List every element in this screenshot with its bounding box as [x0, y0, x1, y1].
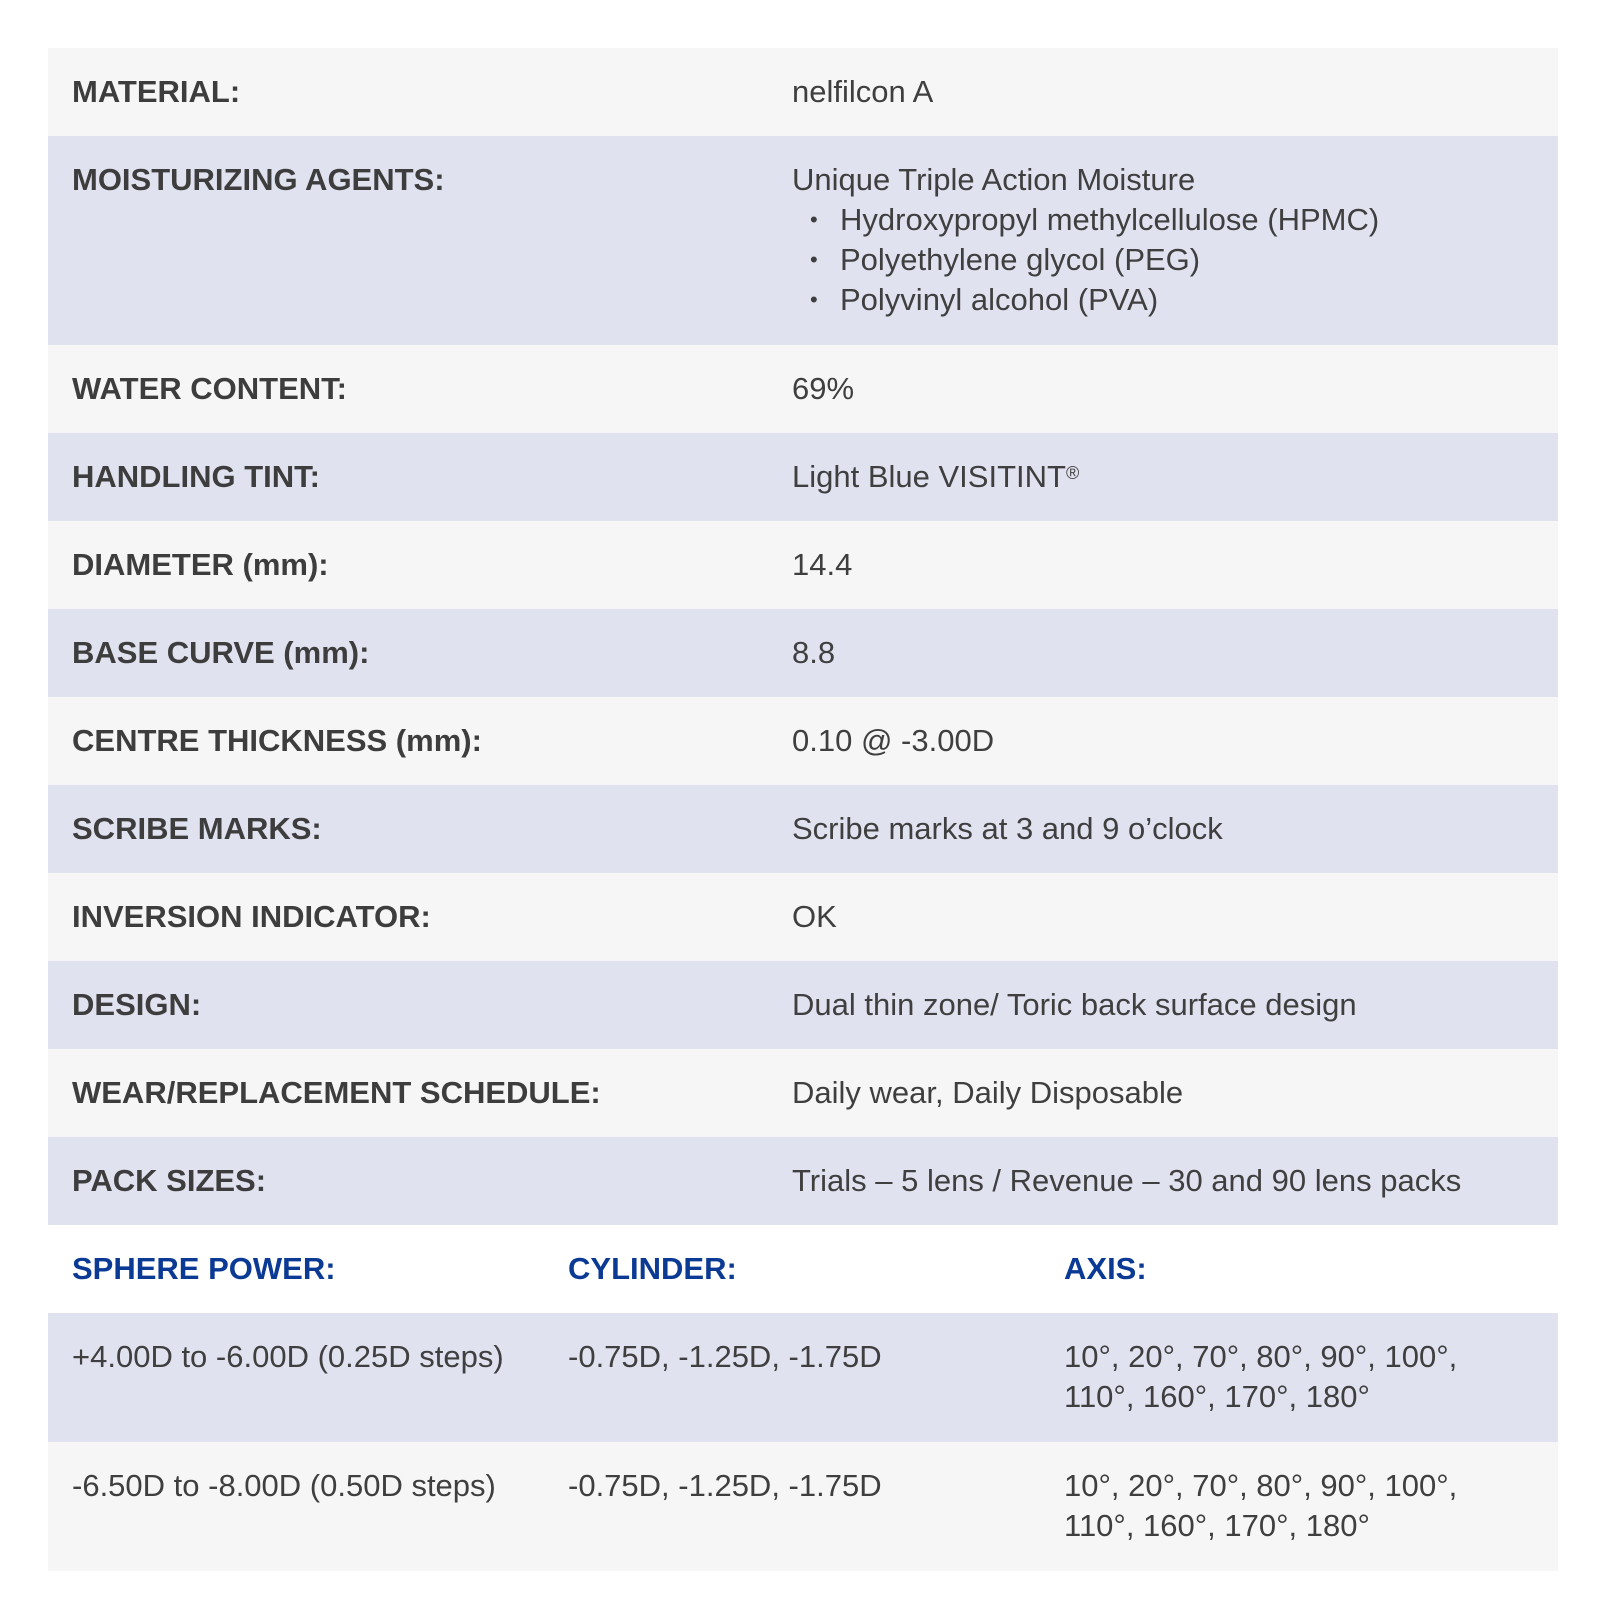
spec-row-pack-sizes	[48, 1137, 1558, 1225]
cylinder-cell: -0.75D, -1.25D, -1.75D	[568, 1339, 882, 1374]
spec-row-moisturizing-agents	[48, 136, 1558, 345]
spec-value: Scribe marks at 3 and 9 o’clock	[792, 811, 1223, 846]
spec-row-design	[48, 961, 1558, 1049]
table-row	[48, 1442, 1558, 1571]
spec-label: PACK SIZES:	[72, 1163, 267, 1198]
spec-value: Trials – 5 lens / Revenue – 30 and 90 lens packs	[792, 1163, 1462, 1198]
spec-row-diameter	[48, 521, 1558, 609]
moisturizing-agents-list	[792, 200, 1538, 320]
sphere-power-cell: +4.00D to -6.00D (0.25D steps)	[72, 1339, 504, 1374]
spec-value: Daily wear, Daily Disposable	[792, 1075, 1184, 1110]
spec-value	[792, 136, 1558, 345]
axis-cell	[1040, 1442, 1558, 1571]
axis-line: 110°, 160°, 170°, 180°	[1064, 1508, 1370, 1543]
spec-value: OK	[792, 899, 837, 934]
spec-value: 69%	[792, 371, 855, 406]
spec-row-handling-tint	[48, 433, 1558, 521]
axis-line: 110°, 160°, 170°, 180°	[1064, 1379, 1370, 1414]
spec-label: CENTRE THICKNESS (mm):	[72, 723, 482, 758]
spec-value: Dual thin zone/ Toric back surface design	[792, 987, 1357, 1022]
spec-value: 14.4	[792, 547, 853, 582]
spec-value-heading: Unique Triple Action Moisture	[792, 162, 1196, 197]
axis-cell	[1040, 1313, 1558, 1442]
sphere-power-cell: -6.50D to -8.00D (0.50D steps)	[72, 1468, 496, 1503]
list-item: • Hydroxypropyl methylcellulose (HPMC)	[810, 200, 1538, 240]
spec-label: BASE CURVE (mm):	[72, 635, 370, 670]
spec-value: nelfilcon A	[792, 74, 934, 109]
lens-spec-table	[48, 48, 1558, 1571]
spec-label: DIAMETER (mm):	[72, 547, 329, 582]
cylinder-cell: -0.75D, -1.25D, -1.75D	[568, 1468, 882, 1503]
spec-row-centre-thickness	[48, 697, 1558, 785]
spec-row-inversion-indicator	[48, 873, 1558, 961]
power-table-header	[48, 1225, 1558, 1313]
registered-mark: ®	[1065, 463, 1080, 483]
spec-value-text: Light Blue VISITINT	[792, 459, 1066, 494]
axis-line: 10°, 20°, 70°, 80°, 90°, 100°,	[1064, 1468, 1458, 1503]
column-header-sphere-power: SPHERE POWER:	[72, 1251, 336, 1286]
column-header-axis: AXIS:	[1064, 1251, 1147, 1286]
spec-label: SCRIBE MARKS:	[72, 811, 322, 846]
spec-value	[792, 433, 1558, 521]
column-header-cylinder: CYLINDER:	[568, 1251, 737, 1286]
spec-label: INVERSION INDICATOR:	[72, 899, 431, 934]
table-row	[48, 1313, 1558, 1442]
spec-value: 8.8	[792, 635, 836, 670]
axis-line: 10°, 20°, 70°, 80°, 90°, 100°,	[1064, 1339, 1458, 1374]
spec-label: WEAR/REPLACEMENT SCHEDULE:	[72, 1075, 601, 1110]
spec-label: HANDLING TINT:	[72, 459, 320, 494]
spec-label: DESIGN:	[72, 987, 202, 1022]
list-item: • Polyvinyl alcohol (PVA)	[810, 280, 1538, 320]
spec-label: MATERIAL:	[72, 74, 241, 109]
list-item: • Polyethylene glycol (PEG)	[810, 240, 1538, 280]
spec-row-base-curve	[48, 609, 1558, 697]
spec-row-water-content	[48, 345, 1558, 433]
spec-row-scribe-marks	[48, 785, 1558, 873]
spec-value: 0.10 @ -3.00D	[792, 723, 995, 758]
spec-label: MOISTURIZING AGENTS:	[72, 162, 445, 197]
spec-label: WATER CONTENT:	[72, 371, 347, 406]
spec-row-wear-schedule	[48, 1049, 1558, 1137]
spec-row-material	[48, 48, 1558, 136]
